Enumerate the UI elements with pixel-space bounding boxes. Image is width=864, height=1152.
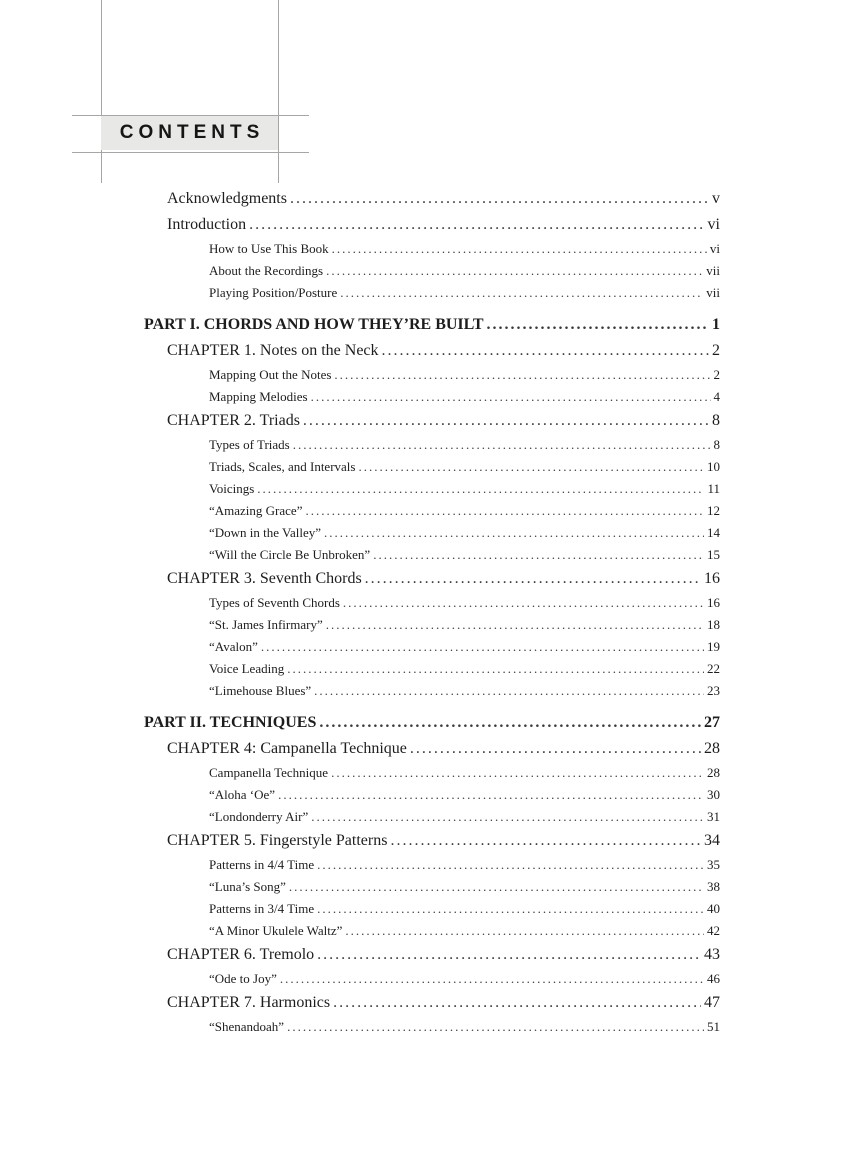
toc-chapter-row [144, 338, 720, 364]
toc-entry-title: How to Use This Book [209, 241, 329, 256]
toc-sub-row [144, 920, 720, 942]
dot-leader [261, 636, 704, 658]
dot-leader [314, 680, 704, 702]
dot-leader [373, 544, 704, 566]
toc-sub-row [144, 544, 720, 566]
toc-entry-title: Patterns in 3/4 Time [209, 901, 315, 916]
toc-entry-page: 2 [713, 367, 720, 382]
toc-entry-title: CHAPTER 3. Seventh Chords [167, 570, 362, 587]
toc-sub-row [144, 968, 720, 990]
toc-list [144, 186, 720, 1038]
toc-sub-row [144, 658, 720, 680]
dot-leader [358, 456, 704, 478]
toc-entry-title: “Shenandoah” [209, 1019, 285, 1034]
dot-leader [345, 920, 704, 942]
toc-entry-title: CHAPTER 6. Tremolo [167, 946, 315, 963]
toc-entry-title: CHAPTER 4: Campanella Technique [167, 740, 407, 757]
toc-entry-title: Playing Position/Posture [209, 285, 338, 300]
toc-chapter-row [144, 212, 720, 238]
toc-entry-title: PART I. CHORDS AND HOW THEY’RE BUILT [144, 316, 484, 333]
toc-entry-page: 35 [707, 857, 720, 872]
dot-leader [305, 500, 704, 522]
toc-part-row [144, 312, 720, 338]
toc-entry-title: Voicings [209, 481, 255, 496]
contents-header-box [101, 116, 278, 150]
toc-sub-row [144, 614, 720, 636]
toc-entry-page: 31 [707, 809, 720, 824]
toc-entry-page: 1 [712, 316, 720, 333]
toc-entry-page: 28 [704, 740, 720, 757]
toc-chapter-row [144, 828, 720, 854]
toc-sub-row [144, 456, 720, 478]
toc-sub-row [144, 806, 720, 828]
dot-leader [333, 990, 701, 1016]
toc-sub-row [144, 636, 720, 658]
toc-entry-page: 38 [707, 879, 720, 894]
toc-chapter-row [144, 990, 720, 1016]
toc-entry-page: 10 [707, 459, 720, 474]
toc-entry-page: vii [706, 285, 720, 300]
toc-sub-row [144, 592, 720, 614]
dot-leader [290, 186, 709, 212]
toc-entry-page: 23 [707, 683, 720, 698]
toc-entry-title: Voice Leading [209, 661, 285, 676]
toc-entry-page: 46 [707, 971, 720, 986]
toc-sub-row [144, 386, 720, 408]
toc-entry-title: CHAPTER 1. Notes on the Neck [167, 342, 379, 359]
toc-sub-row [144, 434, 720, 456]
toc-entry-page: 11 [707, 481, 720, 496]
dot-leader [293, 434, 711, 456]
toc-chapter-row [144, 942, 720, 968]
toc-entry-title: About the Recordings [209, 263, 324, 278]
toc-entry-title: CHAPTER 7. Harmonics [167, 994, 331, 1011]
header-rule-horizontal-bottom [72, 152, 309, 153]
toc-entry-page: v [712, 190, 720, 207]
toc-entry-page: vi [709, 241, 720, 256]
toc-entry-page: 16 [707, 595, 720, 610]
toc-sub-row [144, 762, 720, 784]
toc-sub-row [144, 784, 720, 806]
toc-chapter-row [144, 736, 720, 762]
toc-chapter-row [144, 566, 720, 592]
dot-leader [249, 212, 704, 238]
toc-entry-title: “A Minor Ukulele Waltz” [209, 923, 343, 938]
toc-sub-row [144, 1016, 720, 1038]
toc-entry-page: 16 [704, 570, 720, 587]
dot-leader [332, 238, 707, 260]
toc-entry-page: 18 [707, 617, 720, 632]
page-title: CONTENTS [119, 122, 265, 143]
toc-sub-row [144, 854, 720, 876]
dot-leader [311, 386, 711, 408]
toc-entry-title: Introduction [167, 216, 247, 233]
toc-entry-title: Campanella Technique [209, 765, 329, 780]
toc-entry-page: 22 [707, 661, 720, 676]
toc-sub-row [144, 478, 720, 500]
dot-leader [317, 942, 701, 968]
dot-leader [390, 828, 701, 854]
dot-leader [257, 478, 704, 500]
toc-entry-page: 8 [713, 437, 720, 452]
dot-leader [410, 736, 701, 762]
toc-entry-title: “Limehouse Blues” [209, 683, 312, 698]
toc-entry-title: Types of Seventh Chords [209, 595, 340, 610]
toc-entry-page: 28 [707, 765, 720, 780]
toc-entry-title: Mapping Melodies [209, 389, 308, 404]
toc-sub-row [144, 260, 720, 282]
toc-entry-page: 12 [707, 503, 720, 518]
toc-entry-title: Patterns in 4/4 Time [209, 857, 315, 872]
toc-chapter-row [144, 186, 720, 212]
dot-leader [278, 784, 704, 806]
toc-entry-title: Triads, Scales, and Intervals [209, 459, 356, 474]
dot-leader [365, 566, 701, 592]
toc-entry-title: “Luna’s Song” [209, 879, 286, 894]
toc-sub-row [144, 238, 720, 260]
header-rule-vertical-left [101, 0, 102, 183]
dot-leader [317, 854, 704, 876]
toc-entry-page: 15 [707, 547, 720, 562]
dot-leader [326, 260, 703, 282]
toc-sub-row [144, 876, 720, 898]
toc-part-row [144, 710, 720, 736]
toc-sub-row [144, 500, 720, 522]
dot-leader [289, 876, 704, 898]
toc-entry-page: 14 [707, 525, 720, 540]
dot-leader [287, 1016, 704, 1038]
toc-sub-row [144, 282, 720, 304]
dot-leader [343, 592, 704, 614]
toc-entry-page: 27 [704, 714, 720, 731]
dot-leader [280, 968, 704, 990]
dot-leader [331, 762, 704, 784]
dot-leader [317, 898, 704, 920]
toc-entry-page: 2 [712, 342, 720, 359]
toc-sub-row [144, 680, 720, 702]
toc-sub-row [144, 898, 720, 920]
header-rule-vertical-right [278, 0, 279, 183]
toc-entry-page: 42 [707, 923, 720, 938]
dot-leader [303, 408, 709, 434]
toc-entry-page: 51 [707, 1019, 720, 1034]
toc-entry-page: 40 [707, 901, 720, 916]
toc-entry-page: vii [706, 263, 720, 278]
toc-entry-page: vi [707, 216, 720, 233]
toc-entry-page: 4 [713, 389, 720, 404]
toc-entry-title: “Down in the Valley” [209, 525, 322, 540]
toc-entry-title: “Londonderry Air” [209, 809, 309, 824]
toc-entry-title: “Will the Circle Be Unbroken” [209, 547, 371, 562]
dot-leader [487, 312, 709, 338]
toc-entry-title: PART II. TECHNIQUES [144, 714, 317, 731]
toc-entry-title: “Amazing Grace” [209, 503, 303, 518]
dot-leader [382, 338, 709, 364]
toc-entry-title: Mapping Out the Notes [209, 367, 332, 382]
toc-entry-page: 8 [712, 412, 720, 429]
toc-entry-title: CHAPTER 5. Fingerstyle Patterns [167, 832, 388, 849]
toc-entry-title: Acknowledgments [167, 190, 287, 207]
toc-entry-title: “St. James Infirmary” [209, 617, 323, 632]
toc-entry-page: 43 [704, 946, 720, 963]
toc-chapter-row [144, 408, 720, 434]
toc-entry-page: 34 [704, 832, 720, 849]
toc-entry-title: “Ode to Joy” [209, 971, 277, 986]
toc-entry-page: 30 [707, 787, 720, 802]
dot-leader [287, 658, 704, 680]
dot-leader [311, 806, 704, 828]
dot-leader [340, 282, 703, 304]
toc-entry-title: “Aloha ‘Oe” [209, 787, 276, 802]
dot-leader [334, 364, 710, 386]
toc-entry-title: “Avalon” [209, 639, 258, 654]
toc-entry-page: 47 [704, 994, 720, 1011]
toc-entry-title: CHAPTER 2. Triads [167, 412, 300, 429]
toc-sub-row [144, 364, 720, 386]
dot-leader [324, 522, 704, 544]
dot-leader [326, 614, 704, 636]
toc-entry-page: 19 [707, 639, 720, 654]
toc-sub-row [144, 522, 720, 544]
dot-leader [319, 710, 701, 736]
toc-entry-title: Types of Triads [209, 437, 290, 452]
